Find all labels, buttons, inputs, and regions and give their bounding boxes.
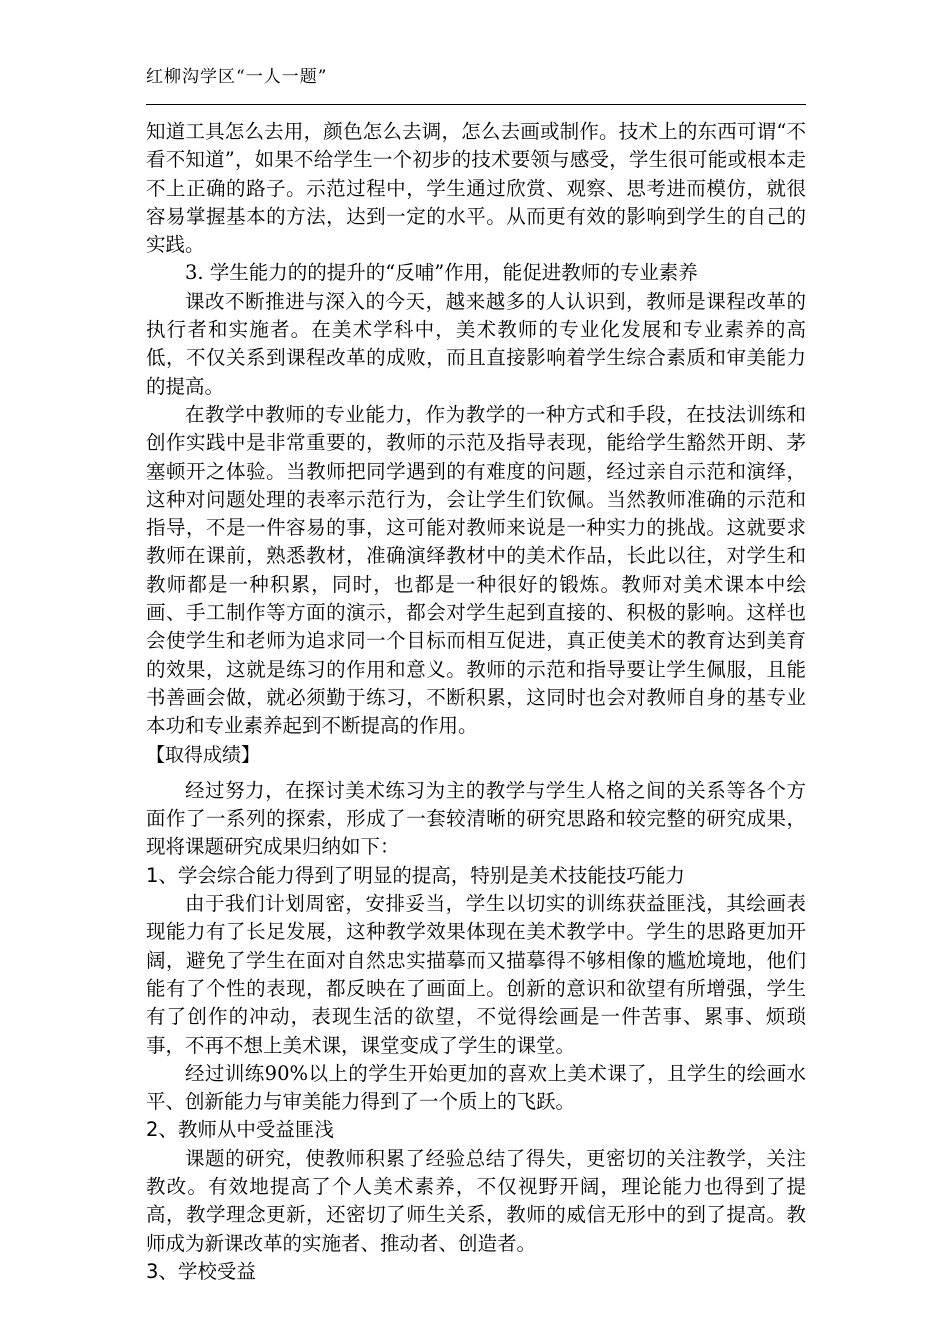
result-1-title: 1、学会综合能力得到了明显的提高，特别是美术技能技巧能力 xyxy=(146,863,685,887)
paragraph-3: 在教学中教师的专业能力，作为教学的一种方式和手段，在技法训练和创作实践中是非常重要的，教师的示范及指导表现，能给学生豁然开朗、茅塞顿开之体验。当教师把同学遇到的有难度的问题，经过亲自示范和演绎，这种对问题处理的表率示范行为，会让学生们钦佩。当然教师准确的示范和指导，不是一件容易的事，这可能对教师来说是一种实力的挑战。这就要求教师在课前，熟悉教材，准确演绎教材中的美术作品，长此以往，对学生和教师都是一种积累，同时，也都是一种很好的锻炼。教师对美术课本中绘画、手工制作等方面的演示，都会对学生起到直接的、积极的影响。这样也会使学生和老师为追求同一个目标而相互促进，真正使美术的教育达到美育的效果，这就是练习的作用和意义。教师的示范和指导要让学生佩服，且能书善画会做，就必须勤于练习，不断积累，这同时也会对教师自身的基专业本功和专业素养起到不断提高的作用。 xyxy=(146,402,806,738)
result-2-paragraph-1: 课题的研究，使教师积累了经验总结了得失，更密切的关注教学，关注教改。有效地提高了个人美术素养，不仅视野开阔，理论能力也得到了提高，教学理念更新，还密切了师生关系，教师的威信无形中的到了提高。教师成为新课改革的实施者、推动者、创造者。 xyxy=(146,1146,806,1255)
document-body xyxy=(146,118,806,1286)
result-2-title: 2、教师从中受益匪浅 xyxy=(146,1118,334,1142)
section-3-title: 3. 学生能力的的提升的“反哺”作用，能促进教师的专业素养 xyxy=(185,261,698,285)
paragraph-1: 知道工具怎么去用，颜色怎么去调，怎么去画或制作。技术上的东西可谓“不看不知道”，如果不给学生一个初步的技术要领与感受，学生很可能或根本走不上正确的路子。示范过程中，学生通过欣赏、观察、思考进而模仿，就很容易掌握基本的方法，达到一定的水平。从而更有效的影响到学生的自己的实践。 xyxy=(146,120,806,257)
page-header: 红柳沟学区“一人一题” xyxy=(146,67,328,87)
result-1-paragraph-2: 经过训练90%以上的学生开始更加的喜欢上美术课了，且学生的绘画水平、创新能力与审美能力得到了一个质上的飞跃。 xyxy=(146,1061,806,1114)
header-divider xyxy=(146,104,806,105)
paragraph-4: 经过努力，在探讨美术练习为主的教学与学生人格之间的关系等各个方面作了一系列的探索，形成了一套较清晰的研究思路和较完整的研究成果，现将课题研究成果归纳如下： xyxy=(146,778,806,859)
result-3-title: 3、学校受益 xyxy=(146,1259,256,1283)
result-1-paragraph-1: 由于我们计划周密，安排妥当，学生以切实的训练获益匪浅，其绘画表现能力有了长足发展，这种教学效果体现在美术教学中。学生的思路更加开阔，避免了学生在面对自然忠实描摹而又描摹得不够相像的尴尬境地，他们能有了个性的表现，都反映在了画面上。创新的意识和欲望有所增强，学生有了创作的冲动，表现生活的欲望，不觉得绘画是一件苦事、累事、烦琐事，不再不想上美术课，课堂变成了学生的课堂。 xyxy=(146,892,806,1057)
achievements-heading: 【取得成绩】 xyxy=(146,743,261,766)
paragraph-2: 课改不断推进与深入的今天，越来越多的人认识到，教师是课程改革的执行者和实施者。在美术学科中，美术教师的专业化发展和专业素养的高低，不仅关系到课程改革的成败，而且直接影响着学生综合素质和审美能力的提高。 xyxy=(146,289,806,398)
